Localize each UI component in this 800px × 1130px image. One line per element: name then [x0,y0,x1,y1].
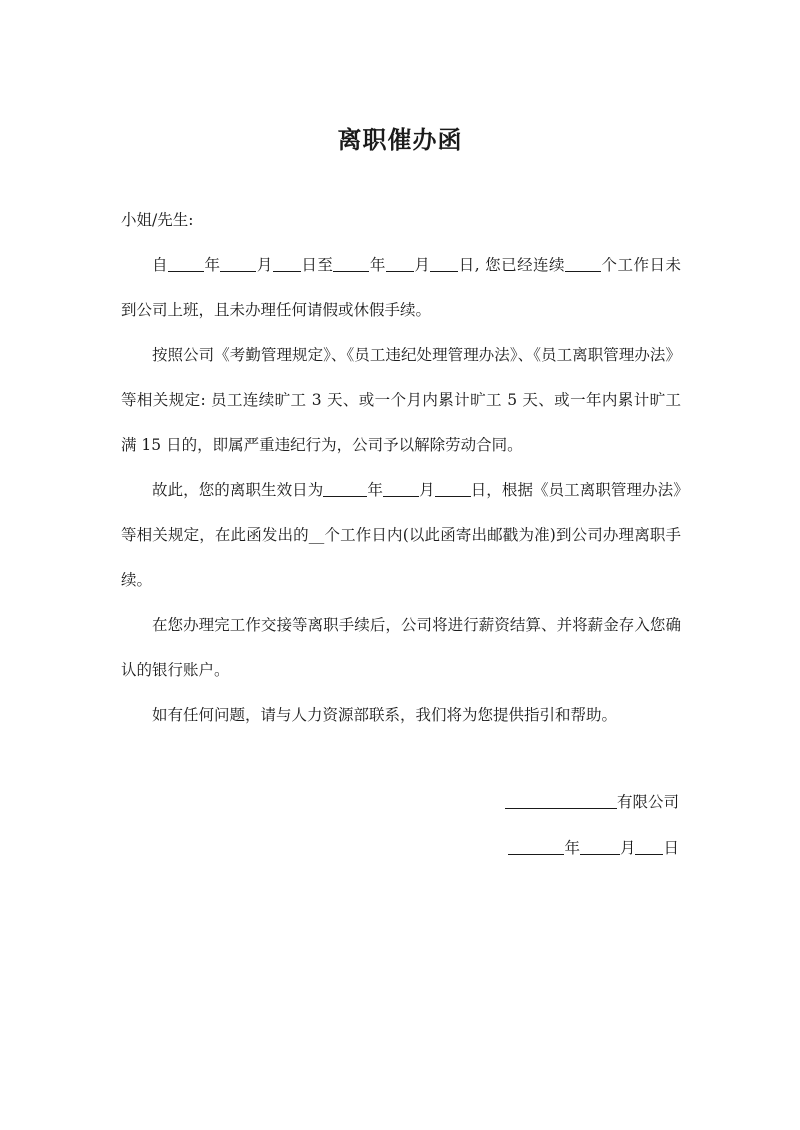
document-title: 离职催办函 [337,125,463,154]
sign-day-label: 日 [663,839,679,857]
blank-sign-year [508,838,564,855]
blank-end-year [333,255,369,272]
blank-sign-day [635,838,663,855]
blank-effective-month [383,480,419,497]
paragraph-policy: 按照公司《考勤管理规定》、《员工违纪处理管理办法》、《员工离职管理办法》等相关规定: 员工连续旷工 3 天、或一个月内累计旷工 5 天、或一年内累计旷工满 15 日的，即属严重违纪行为，公司予以解除劳动合同。 [121,346,681,454]
text-year: 年 [203,256,221,274]
blank-start-day [273,255,301,272]
paragraph-salary: 在您办理完工作交接等离职手续后，公司将进行薪资结算、并将薪金存入您确认的银行账户。 [121,616,681,679]
text-month-3: 月 [419,481,435,499]
text-procedures: 日，根据《员工离职管理办法》等相关规定，在此函发出的__个工作日内(以此函寄出邮戳为准)到公司办理离职手续。 [121,481,681,589]
text-day-consecutive: 日, 您已经连续 [458,256,566,274]
blank-end-day [430,255,458,272]
blank-workdays [565,255,601,272]
paragraph-effective-date [121,468,681,603]
blank-start-year [168,255,204,272]
text-workdays-absent: 个工作日未到公司上班，且未办理任何请假或休假手续。 [121,256,681,319]
signature-company [440,790,679,812]
blank-end-month [386,255,414,272]
letter-body [121,198,681,738]
text-month-2: 月 [413,256,431,274]
text-year-3: 年 [367,481,383,499]
blank-start-month [220,255,256,272]
company-suffix: 有限公司 [616,793,679,811]
text-year-2: 年 [369,256,386,274]
text-month: 月 [256,256,273,274]
paragraph-contact: 如有任何问题，请与人力资源部联系，我们将为您提供指引和帮助。 [152,706,618,724]
paragraph-absence-period [121,243,681,333]
signature-date [440,836,679,858]
salutation: 小姐/先生: [121,211,194,229]
blank-company-name [505,792,617,809]
blank-effective-day [435,480,471,497]
sign-year-label: 年 [564,839,580,857]
blank-effective-year [323,480,367,497]
text-day-to: 日至 [300,256,334,274]
blank-sign-month [580,838,620,855]
text-effective-date: 故此，您的离职生效日为 [152,481,324,499]
sign-month-label: 月 [619,839,636,857]
text-from: 自 [152,256,168,274]
